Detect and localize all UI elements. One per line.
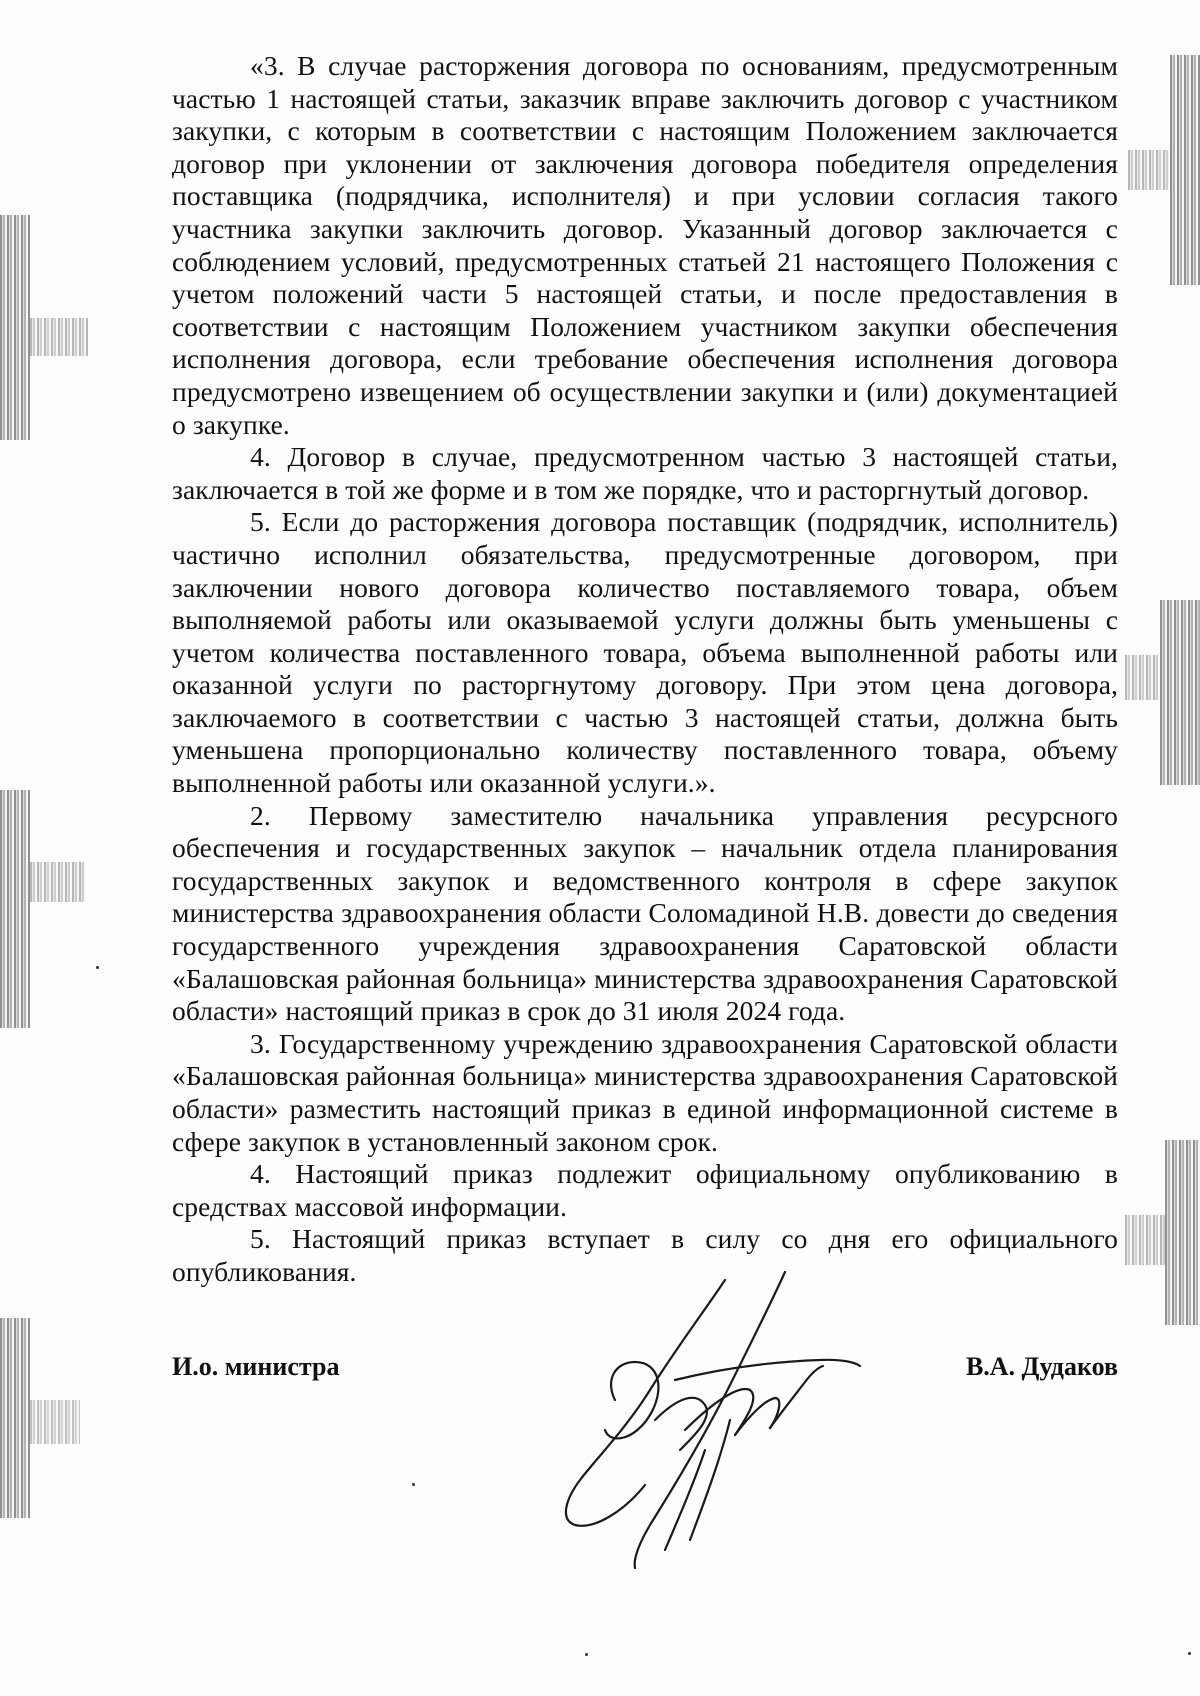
scan-artifact-left-mid-2	[30, 862, 85, 902]
paragraph-order-2: 2. Первому заместителю начальника управления ресурсного обеспечения и государственных закупок – начальник отдела планирования государственных закупок и ведомственного контроля в сфере закупок министерства здравоохранения области Соломадиной Н.В. довести до сведения государственного учреждения здравоохранения Саратовской области «Балашовская районная больница» министерства здравоохранения Саратовской области» настоящий приказ в срок до 31 июля 2024 года.	[172, 799, 1118, 1027]
paragraph-order-4: 4. Настоящий приказ подлежит официальному опубликованию в средствах массовой информации.	[172, 1158, 1118, 1222]
handwritten-signature	[555, 1270, 865, 1575]
scan-artifact-right-mid-2	[1125, 655, 1160, 700]
paragraph-clause-3: «3. В случае расторжения договора по основаниям, предусмотренным частью 1 настоящей статьи, заказчик вправе заключить договор с участником закупки, с которым в соответствии с настоящим Положением заключается договор при уклонении от заключения договора победителя определения поставщика (подрядчика, исполнителя) и при условии согласия такого участника закупки заключить договор. Указанный договор заключается с соблюдением условий, предусмотренных статьей 21 настоящего Положения с учетом положений части 5 настоящей статьи, и после предоставления в соответствии с настоящим Положением участником закупки обеспечения исполнения договора, если требование обеспечения исполнения договора предусмотрено извещением об осуществлении закупки и (или) документацией о закупке.	[172, 50, 1118, 440]
scan-artifact-right-bottom-2	[1125, 1215, 1165, 1265]
paragraph-clause-4: 4. Договор в случае, предусмотренном частью 3 настоящей статьи, заключается в той же форме и в том же порядке, что и расторгнутый договор.	[172, 441, 1118, 505]
scan-artifact-left-bottom	[0, 1318, 30, 1518]
paragraph-order-3: 3. Государственному учреждению здравоохранения Саратовской области «Балашовская районная больница» министерства здравоохранения Саратовской области» разместить настоящий приказ в единой информационной системе в сфере закупок в установленный законом срок.	[172, 1027, 1118, 1157]
paragraph-order-5: 5. Настоящий приказ вступает в силу со дня его официального опубликования.	[172, 1223, 1118, 1287]
scan-artifact-left-top-2	[30, 318, 88, 356]
scan-artifact-right-top	[1170, 55, 1200, 285]
document-body	[172, 50, 1118, 1289]
scan-artifact-left-bottom-2	[30, 1400, 80, 1444]
scan-speck	[1188, 1652, 1191, 1655]
scan-speck	[585, 1653, 588, 1656]
scan-artifact-right-mid	[1160, 600, 1200, 785]
scan-speck	[96, 966, 99, 969]
scan-artifact-right-bottom	[1165, 1140, 1200, 1325]
signer-position: И.о. министра	[172, 1352, 340, 1381]
paragraph-clause-5: 5. Если до расторжения договора поставщик (подрядчик, исполнитель) частично исполнил обязательства, предусмотренные договором, при заключении нового договора количество поставляемого товара, объем выполняемой работы или оказываемой услуги должны быть уменьшены с учетом количества поставленного товара, объема выполненной работы или оказанной услуги по расторгнутому договору. При этом цена договора, заключаемого в соответствии с частью 3 настоящей статьи, должна быть уменьшена пропорционально количеству поставленного товара, объему выполненной работы или оказанной услуги.».	[172, 506, 1118, 799]
scan-artifact-right-top-2	[1128, 150, 1170, 190]
scan-artifact-left-mid	[0, 790, 30, 1028]
scan-speck	[412, 1483, 415, 1486]
scan-artifact-left-top	[0, 215, 30, 440]
signer-name: В.А. Дудаков	[965, 1352, 1118, 1381]
